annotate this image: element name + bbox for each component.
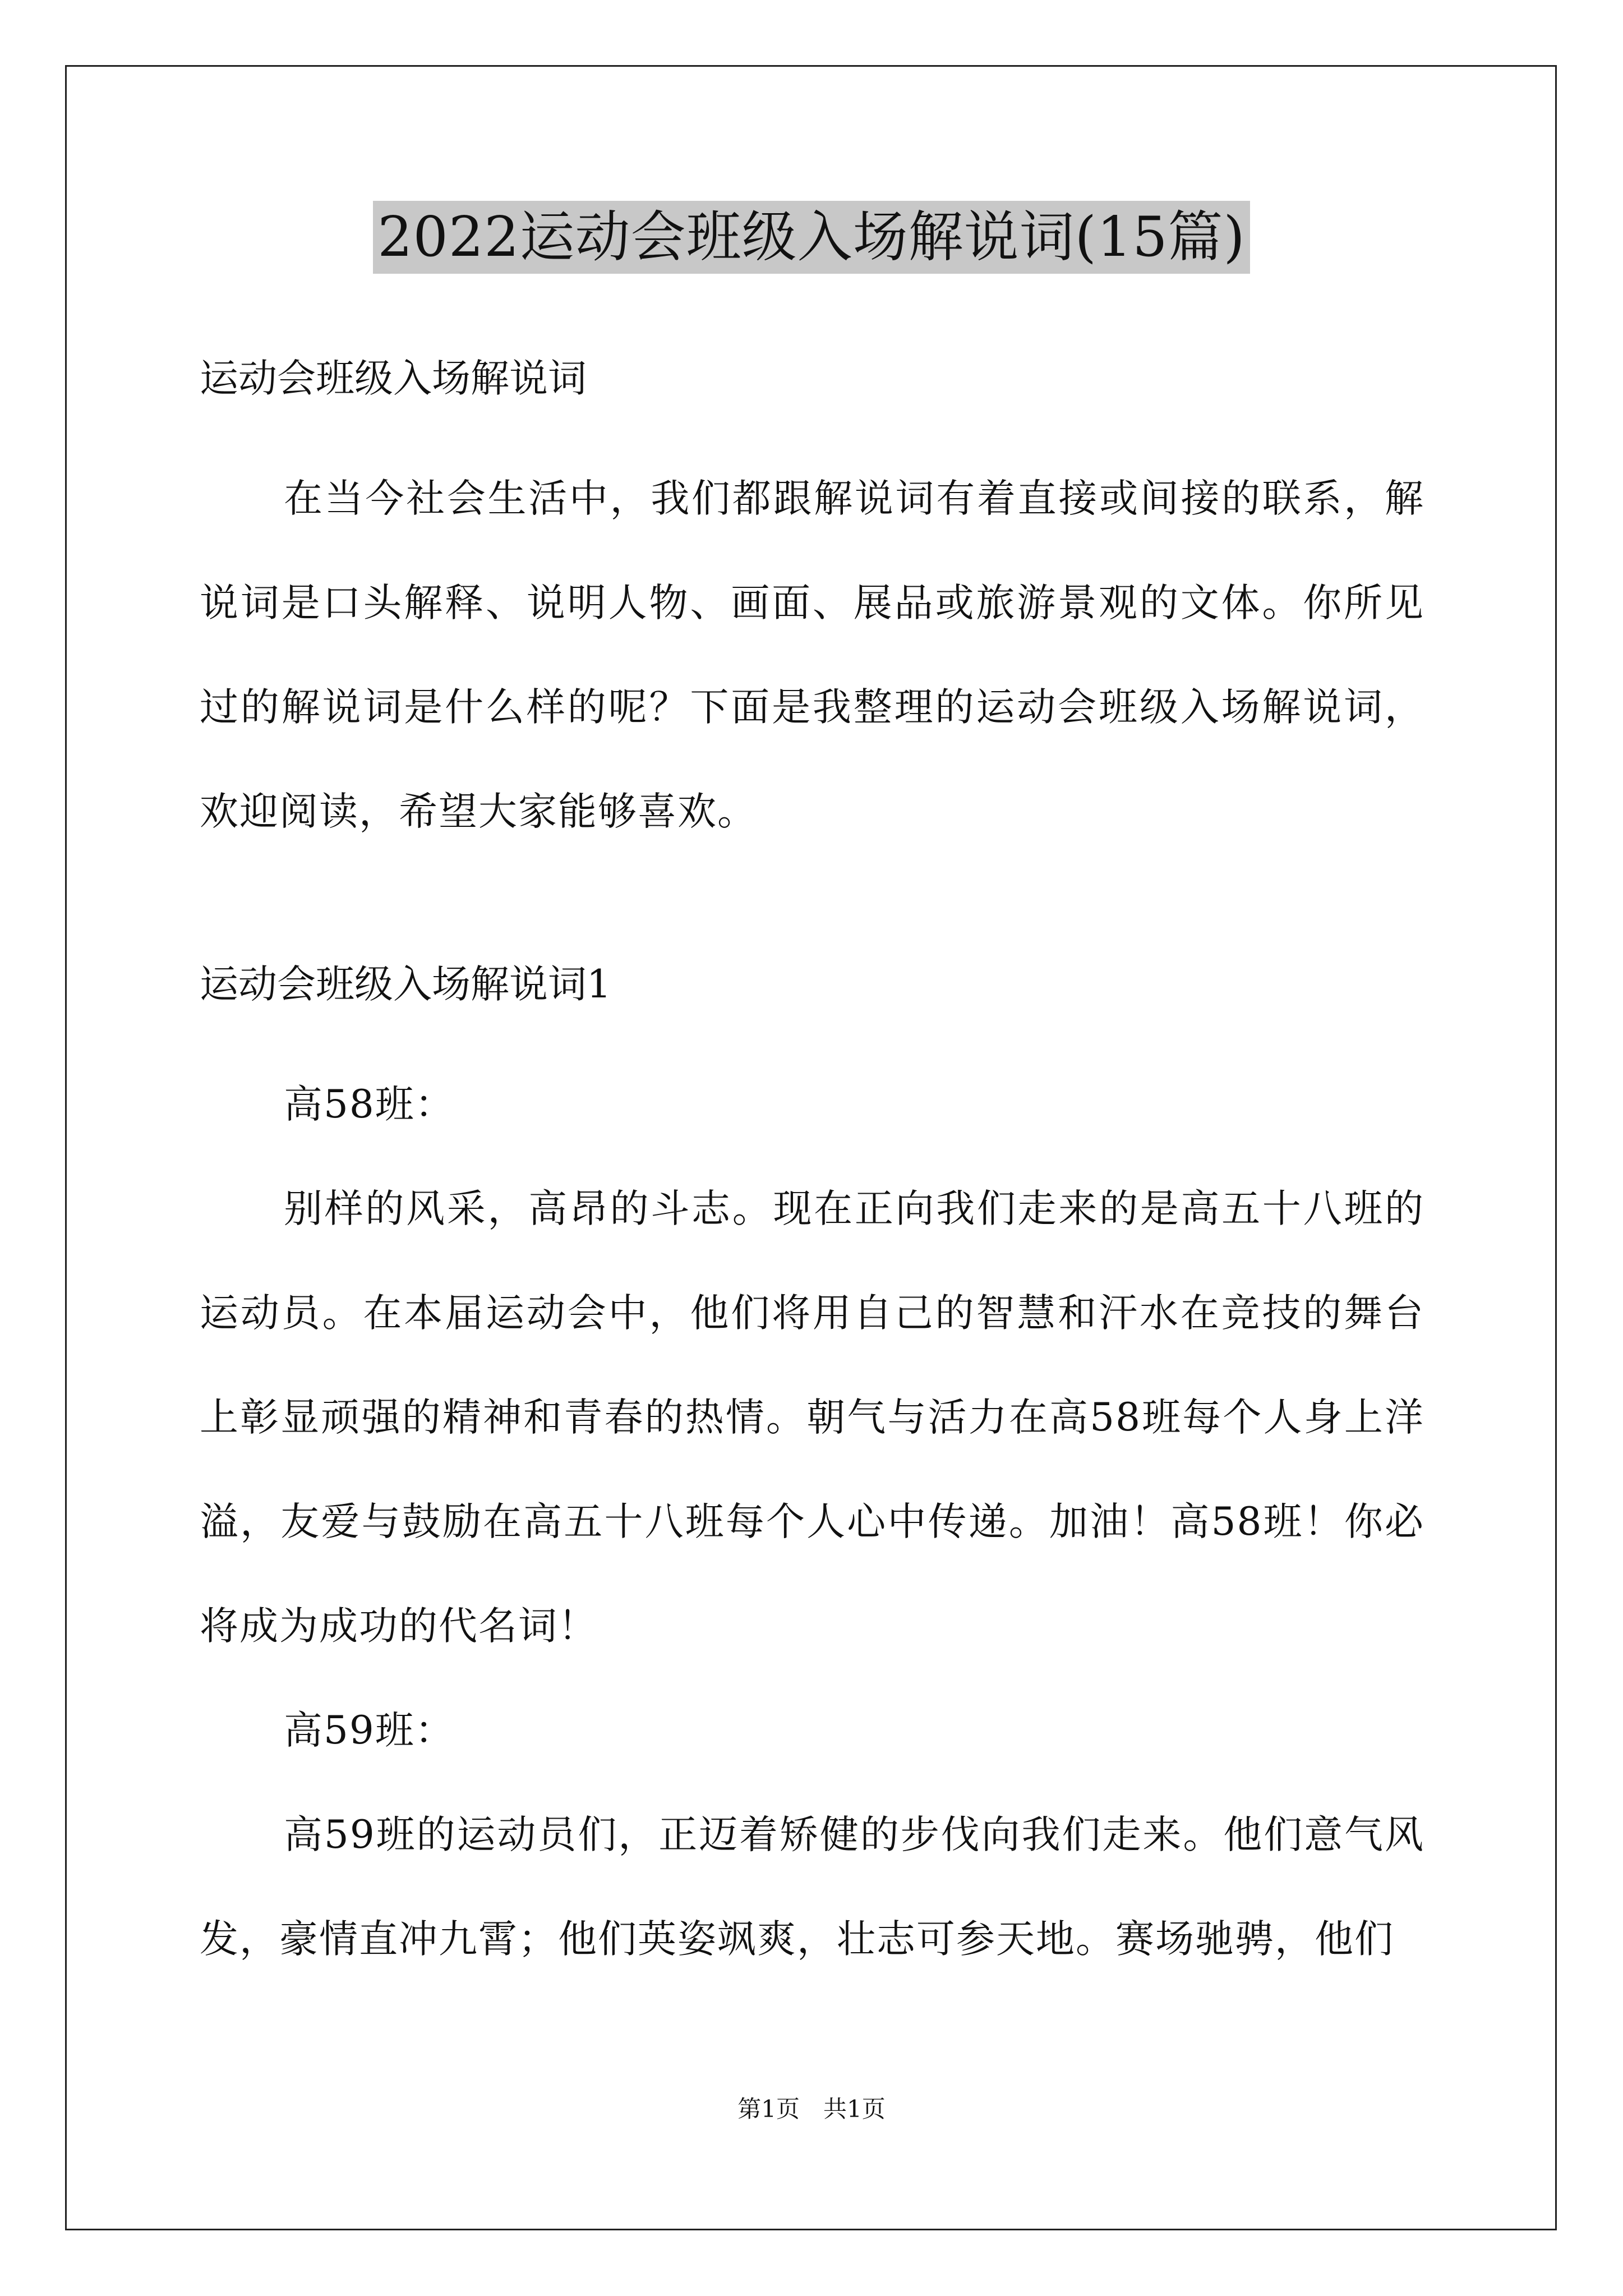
class-label-58: 高58班： <box>284 1082 455 1127</box>
class-58-paragraph: 别样的风采，高昂的斗志。现在正向我们走来的是高五十八班的运动员。在本届运动会中，他们将用自己的智慧和汗水在竞技的舞台上彰显顽强的精神和青春的热情。朝气与活力在高58班每个人身上洋溢，友爱与鼓励在高五十八班每个人心中传递。加油！高58班！你必将成为成功的代名词！ <box>200 1186 1424 1649</box>
intro-paragraph: 在当今社会生活中，我们都跟解说词有着直接或间接的联系，解说词是口头解释、说明人物、画面、展品或旅游景观的文体。你所见过的解说词是什么样的呢？下面是我整理的运动会班级入场解说词，欢迎阅读，希望大家能够喜欢。 <box>200 476 1424 834</box>
page-number: 第1页 共1页 <box>737 2095 886 2123</box>
document-body <box>200 342 1424 1991</box>
title-container <box>0 201 1623 274</box>
page-footer <box>0 2092 1623 2126</box>
section-heading: 运动会班级入场解说词 <box>200 356 587 401</box>
class-label-59: 高59班： <box>284 1708 455 1753</box>
class-59-paragraph: 高59班的运动员们，正迈着矫健的步伐向我们走来。他们意气风发，豪情直冲九霄；他们英姿飒爽，壮志可参天地。赛场驰骋，他们 <box>200 1812 1424 1962</box>
section-heading-1: 运动会班级入场解说词1 <box>200 962 611 1007</box>
document-title: 2022运动会班级入场解说词(15篇) <box>373 201 1250 274</box>
